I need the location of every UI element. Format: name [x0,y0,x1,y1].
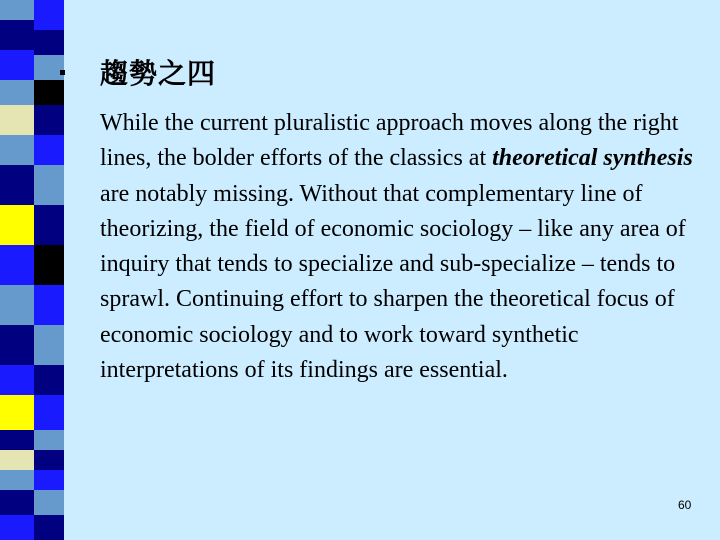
stripe-block [0,50,34,80]
stripe-block [0,490,34,515]
stripe-block [0,325,34,365]
stripe-block [0,0,34,20]
decorative-stripe [0,0,64,540]
stripe-block [34,105,64,135]
stripe-block [34,55,64,80]
page-number: 60 [678,498,692,512]
stripe-block [34,0,64,30]
stripe-block [0,205,34,245]
stripe-block [0,135,34,165]
emphasis-text: theoretical synthesis [492,145,693,172]
slide-title: 趨勢之四 [100,57,217,90]
stripe-block [0,245,34,285]
stripe-block [34,165,64,205]
stripe-block [34,515,64,540]
stripe-block [0,20,34,50]
stripe-block [0,365,34,395]
paragraph-text: While the current pluralistic approach moves along the right lines, the bolder efforts of the classics at [100,110,679,172]
stripe-block [34,205,64,245]
stripe-block [0,285,34,325]
stripe-block [34,430,64,450]
stripe-block [0,165,34,205]
stripe-block [0,430,34,450]
stripe-block [34,395,64,430]
paragraph-text: are notably missing. Without that complementary line of theorizing, the field of economic sociology – like any area of inquiry that tends to specialize and sub-specialize – tends to sprawl. Continuing effort to sharpen the theoretical focus of economic sociology and to work toward synthetic interpretations of its findings are essential. [100,180,686,384]
stripe-block [0,105,34,135]
stripe-block [34,365,64,395]
stripe-block [34,325,64,365]
bullet-square-icon [60,70,65,75]
stripe-block [34,135,64,165]
stripe-block [34,490,64,515]
stripe-block [0,515,34,540]
stripe-block [0,80,34,105]
stripe-block [34,470,64,490]
slide-body-paragraph [100,106,700,388]
stripe-block [0,395,34,430]
stripe-block [34,245,64,285]
stripe-block [0,470,34,490]
stripe-block [34,80,64,105]
stripe-block [0,450,34,470]
stripe-block [34,30,64,55]
stripe-block [34,285,64,325]
stripe-block [34,450,64,470]
